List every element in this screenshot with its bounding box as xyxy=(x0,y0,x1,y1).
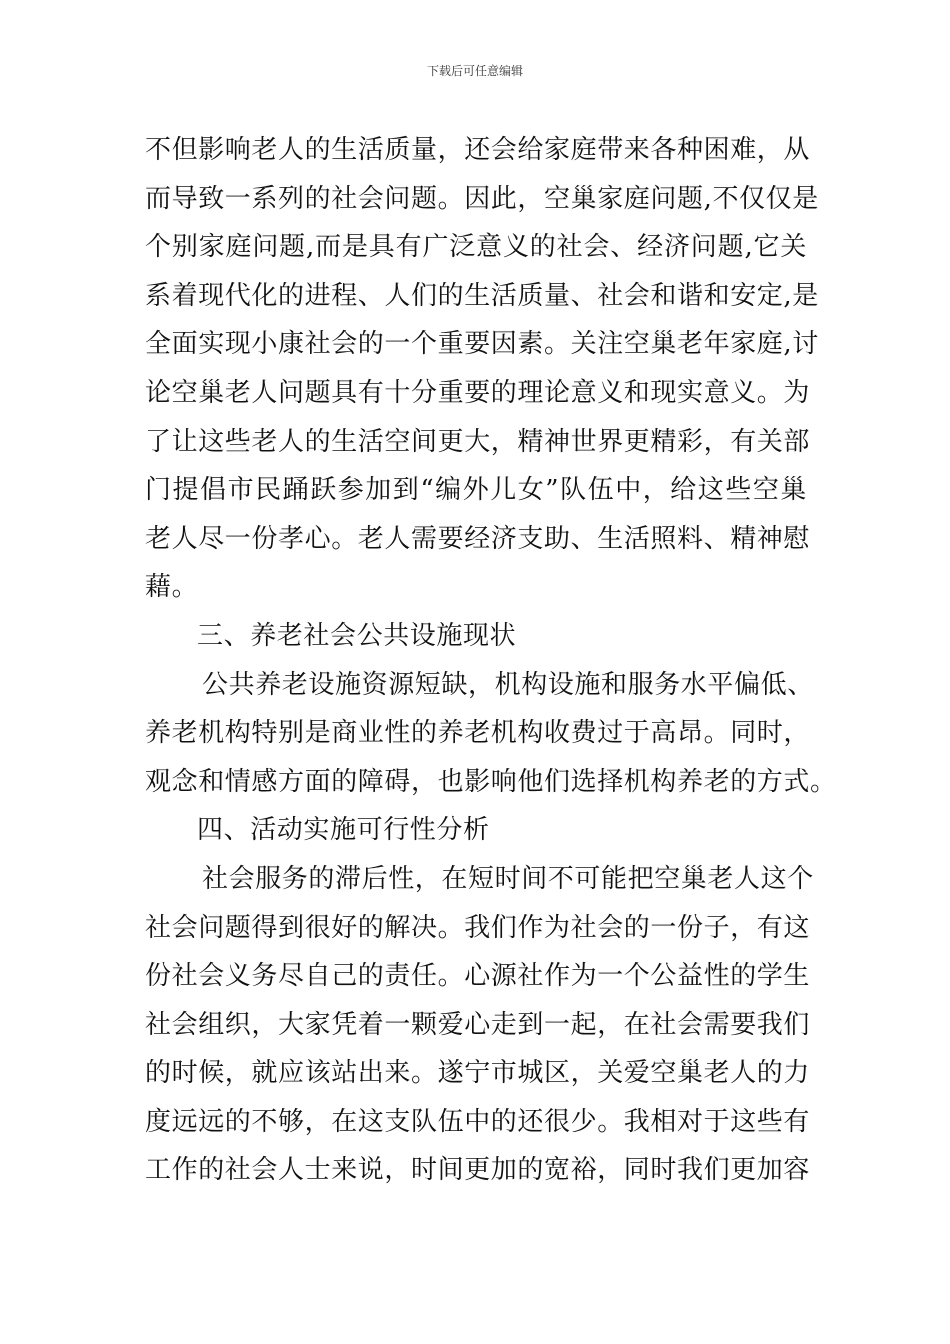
text-line: 而导致一系列的社会问题。因此，空巢家庭问题,不仅仅是 xyxy=(145,183,819,214)
page-header: 下载后可任意编辑 xyxy=(426,64,523,78)
document-body xyxy=(145,126,837,1195)
text-line: 了让这些老人的生活空间更大，精神世界更精彩，有关部 xyxy=(145,426,811,457)
section-heading: 四、活动实施可行性分析 xyxy=(197,815,490,846)
text-line: 个别家庭问题,而是具有广泛意义的社会、经济问题,它关 xyxy=(145,232,807,263)
text-line: 观念和情感方面的障碍，也影响他们选择机构养老的方式。 xyxy=(145,766,837,797)
text-line: 不但影响老人的生活质量，还会给家庭带来各种困难，从 xyxy=(145,135,811,165)
text-line: 老人尽一份孝心。老人需要经济支助、生活照料、精神慰 xyxy=(145,523,811,554)
text-line: 论空巢老人问题具有十分重要的理论意义和现实意义。为 xyxy=(145,377,811,408)
text-line: 公共养老设施资源短缺，机构设施和服务水平偏低、 xyxy=(202,669,814,700)
text-line: 社会服务的滞后性，在短时间不可能把空巢老人这个 xyxy=(202,863,814,894)
text-line: 系着现代化的进程、人们的生活质量、社会和谐和安定,是 xyxy=(145,280,819,311)
text-line: 社会问题得到很好的解决。我们作为社会的一份子，有这 xyxy=(145,912,811,943)
text-line: 养老机构特别是商业性的养老机构收费过于高昂。同时， xyxy=(145,718,811,749)
text-line: 度远远的不够，在这支队伍中的还很少。我相对于这些有 xyxy=(145,1106,811,1137)
text-line: 工作的社会人士来说，时间更加的宽裕，同时我们更加容 xyxy=(145,1155,811,1186)
text-line: 全面实现小康社会的一个重要因素。关注空巢老年家庭,讨 xyxy=(145,329,819,360)
text-line: 藉。 xyxy=(145,572,199,603)
text-line: 社会组织，大家凭着一颗爱心走到一起，在社会需要我们 xyxy=(145,1009,811,1040)
section-heading: 三、养老社会公共设施现状 xyxy=(197,620,517,651)
text-line: 份社会义务尽自己的责任。心源社作为一个公益性的学生 xyxy=(145,961,811,992)
text-line: 的时候，就应该站出来。遂宁市城区，关爱空巢老人的力 xyxy=(145,1058,811,1089)
text-line: 门提倡市民踊跃参加到“编外儿女”队伍中，给这些空巢 xyxy=(145,475,807,506)
